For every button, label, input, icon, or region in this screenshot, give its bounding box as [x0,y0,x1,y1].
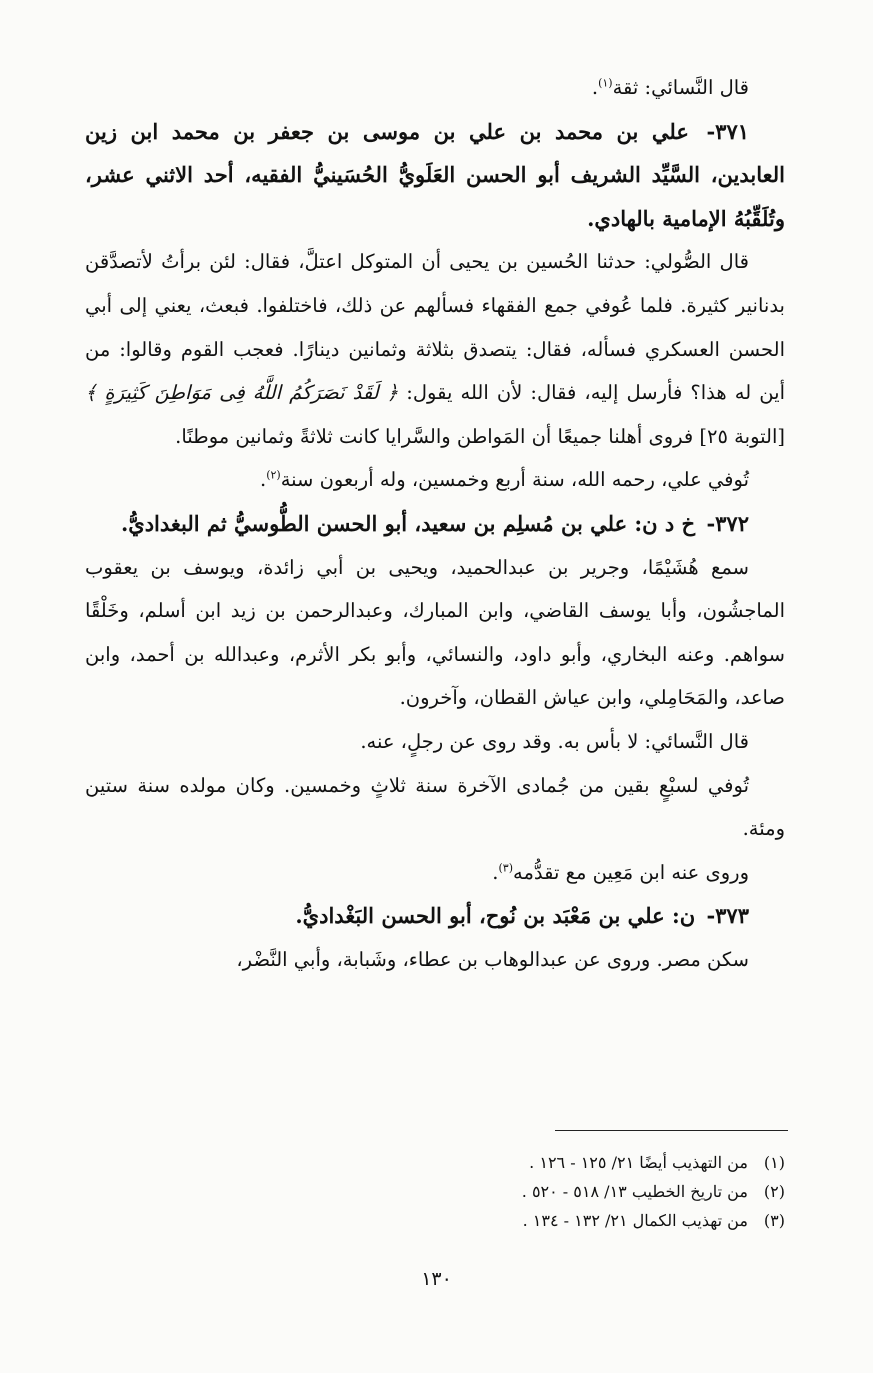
footnote-3: (٣)من تهذيب الكمال ٢١/ ١٣٢ - ١٣٤ . [522,1211,785,1230]
paragraph-suli: قال الصُّولي: حدثنا الحُسين بن يحيى أن المتوكل اعتلَّ، فقال: لئن برأتُ لأتصدَّقن بدنانير كثيرة. فلما عُوفي جمع الفقهاء فسألهم عن ذلك، فاختلفوا. فبعث، يعني إلى أبي الحسن العسكري فسأله، فقال: يتصدق بثلاثة وثمانين دينارًا. فعجب القوم وقالوا: من أين له هذا؟ فأرسل إليه، فقال: لأن الله يقول: ﴿ لَقَدْ نَصَرَكُمُ اللَّهُ فِى مَوَاطِنَ كَثِيرَةٍ ﴾ [التوبة ٢٥] فروى أهلنا جميعًا أن المَواطن والسَّرايا كانت ثلاثةً وثمانين موطنًا. [85,250,785,448]
entry-heading: ن: علي بن مَعْبَد بن نُوح، أبو الحسن البَغْداديُّ. [295,903,696,929]
footnote-ref-1: (١) [598,76,613,90]
paragraph-nasai-labas: قال النَّسائي: لا بأس به. وقد روى عن رجلٍ، عنه. [360,729,749,753]
entry-number: ٣٧١- [706,118,750,144]
entry-number: ٣٧٢- [706,510,749,536]
paragraph-death-date: تُوفي لسبْعٍ بقين من جُمادى الآخرة سنة ثلاثٍ وخمسين. وكان مولده سنة ستين ومئة. [85,773,785,841]
entry-372 [85,502,785,546]
entry-heading: علي بن محمد بن علي بن موسى بن جعفر بن محمد ابن زين العابدين، السَّيِّد الشريف أبو الحسن العَلَويُّ الحُسَينيُّ الفقيه، أحد الاثني عشر، وتُلَقِّبُهُ الإمامية بالهادي. [85,118,785,231]
footnote-divider [555,1130,788,1131]
entry-number: ٣٧٣- [706,903,749,929]
footnote-ref-2: (٢) [266,468,281,482]
paragraph-death-ali: تُوفي علي، رحمه الله، سنة أربع وخمسين، وله أربعون سنة$^{(٢)}$. [259,468,749,492]
paragraph-nasai-thiqa: قال النَّسائي: ثقة$^{(١)}$. [591,76,749,99]
entry-371 [85,110,785,241]
footnotes [85,1148,785,1235]
footnote-1: (١)من التهذيب أيضًا ٢١/ ١٢٥ - ١٢٦ . [529,1153,785,1172]
paragraph-sakana-misr: سكن مصر. وروى عن عبدالوهاب بن عطاء، وشَبابة، وأبي النَّضْر، [236,947,749,971]
main-text [85,66,785,981]
paragraph-sami: سمع هُشَيْمًا، وجرير بن عبدالحميد، ويحيى بن أبي زائدة، ويوسف بن يعقوب الماجشُون، وأبا يوسف القاضي، وابن المبارك، وعبدالرحمن بن زيد ابن أسلم، وخَلْقًا سواهم. وعنه البخاري، وأبو داود، والنسائي، وأبو بكر الأثرم، وعبدالله بن أحمد، وابن صاعد، والمَحَامِلي، وابن عياش القطان، وآخرون. [85,555,785,710]
footnote-ref-3: (٣) [498,861,513,875]
entry-373 [85,894,785,938]
footnote-2: (٢)من تاريخ الخطيب ١٣/ ٥١٨ - ٥٢٠ . [521,1182,785,1201]
quran-verse: ﴿ لَقَدْ نَصَرَكُمُ اللَّهُ فِى مَوَاطِنَ كَثِيرَةٍ ﴾ [85,381,399,405]
entry-heading: خ د ن: علي بن مُسلِم بن سعيد، أبو الحسن الطُّوسيُّ ثم البغداديُّ. [120,510,696,536]
page-number: ١٣٠ [421,1268,452,1290]
paragraph-ibn-main: وروى عنه ابن مَعِين مع تقدُّمه$^{(٣)}$. [492,860,749,884]
